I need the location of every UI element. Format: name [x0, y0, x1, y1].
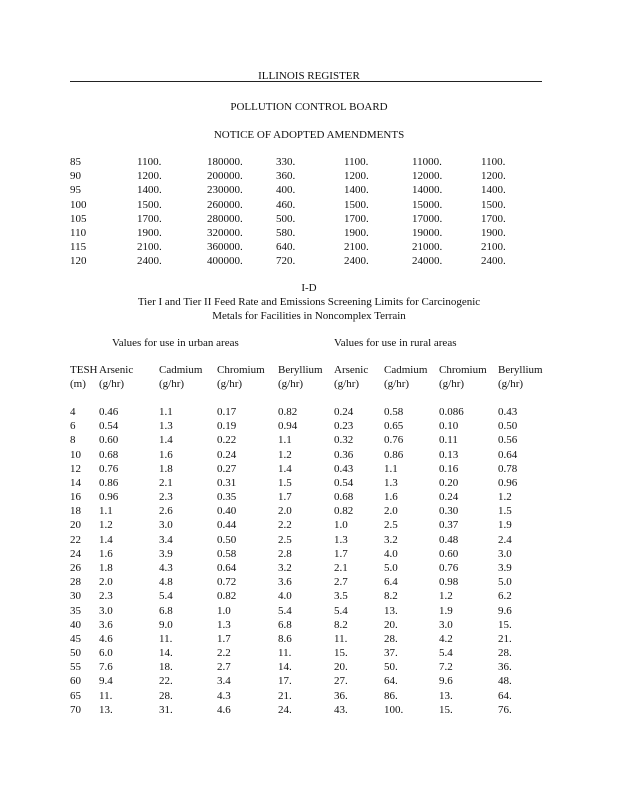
table-cell: 28.: [159, 689, 173, 702]
table-cell: 1.9: [498, 519, 512, 532]
table-cell: 45: [70, 632, 81, 645]
table-cell: 2.8: [278, 547, 292, 560]
table-cell: 5.4: [159, 590, 173, 603]
table-cell: 95: [70, 184, 81, 197]
table-cell: 4.0: [278, 590, 292, 603]
table-cell: 1.3: [384, 476, 398, 489]
table-cell: 3.0: [99, 604, 113, 617]
table-cell: 50.: [384, 661, 398, 674]
table-cell: 1.9: [439, 604, 453, 617]
table-cell: 1.4: [99, 533, 113, 546]
table-cell: 1900.: [344, 227, 369, 239]
table-cell: 640.: [276, 241, 296, 254]
table-cell: 1400.: [137, 184, 162, 197]
table-cell: 0.22: [217, 434, 237, 447]
table-cell: 14: [70, 476, 81, 489]
table-cell: 0.76: [439, 561, 459, 574]
table-cell: 3.9: [159, 547, 173, 560]
table-cell: 0.65: [384, 420, 404, 433]
table-cell: 1700.: [344, 212, 369, 225]
table-cell: 24: [70, 547, 81, 560]
table-cell: 18.: [159, 661, 173, 674]
table-cell: 1100.: [344, 156, 369, 168]
table-cell: 14.: [278, 661, 292, 674]
table-cell: 3.2: [278, 561, 292, 574]
table-cell: 1200.: [344, 170, 369, 183]
table-cell: 4.6: [217, 703, 231, 716]
column-header: Arsenic: [99, 364, 134, 376]
table-cell: 76.: [498, 703, 512, 716]
table-cell: 5.0: [384, 561, 398, 574]
table-cell: 2.5: [384, 519, 398, 532]
table-cell: 0.35: [217, 491, 237, 504]
table-cell: 13.: [439, 689, 453, 702]
table-cell: 460.: [276, 198, 296, 211]
table-cell: 280000.: [207, 212, 243, 225]
table-cell: 110: [70, 227, 87, 239]
table-cell: 200000.: [207, 170, 243, 183]
header-rule: [70, 81, 542, 82]
table-cell: 22: [70, 533, 81, 546]
table-cell: 0.58: [384, 406, 404, 418]
table-cell: 0.78: [498, 462, 518, 475]
column-header: (g/hr): [99, 378, 125, 390]
table-cell: 40: [70, 618, 81, 631]
table-cell: 9.4: [99, 675, 113, 688]
table-cell: 1.0: [217, 604, 231, 617]
table-cell: 1.4: [159, 434, 173, 447]
table-cell: 13.: [384, 604, 398, 617]
column-header: Chromium: [217, 364, 265, 376]
table-cell: 0.24: [334, 406, 354, 418]
table-cell: 85: [70, 156, 81, 168]
table-cell: 0.76: [99, 462, 119, 475]
table-cell: 6: [70, 420, 76, 433]
table-cell: 6.2: [498, 590, 512, 603]
table-cell: 2.0: [99, 576, 113, 589]
table-cell: 15.: [334, 647, 348, 660]
table-cell: 21000.: [412, 241, 443, 254]
column-header: (g/hr): [334, 378, 360, 390]
table-cell: 1.6: [99, 547, 113, 560]
column-header: (m): [70, 378, 86, 390]
table-cell: 1.7: [278, 491, 292, 504]
table-cell: 6.8: [278, 618, 292, 631]
table-cell: 2.3: [99, 590, 113, 603]
table-cell: 0.23: [334, 420, 354, 433]
table-cell: 11.: [99, 689, 113, 702]
table-cell: 1.2: [439, 590, 453, 603]
column-header: (g/hr): [498, 378, 524, 390]
table-cell: 18: [70, 505, 81, 518]
table-cell: 2.2: [278, 519, 292, 532]
table-cell: 5.4: [334, 604, 348, 617]
table-cell: 0.82: [217, 590, 237, 603]
table-cell: 360000.: [207, 241, 243, 254]
table-cell: 9.6: [439, 675, 453, 688]
table-cell: 2100.: [344, 241, 369, 254]
table-cell: 20.: [334, 661, 348, 674]
table-cell: 4.3: [217, 689, 231, 702]
table-cell: 27.: [334, 675, 348, 688]
table-cell: 500.: [276, 212, 296, 225]
table-cell: 1.2: [498, 491, 512, 504]
table-cell: 13.: [99, 703, 113, 716]
table-cell: 0.13: [439, 448, 459, 461]
table-cell: 0.54: [99, 420, 119, 433]
table-cell: 0.086: [439, 406, 464, 418]
table-cell: 1400.: [344, 184, 369, 197]
table-cell: 16: [70, 491, 81, 504]
table-cell: 0.30: [439, 505, 459, 518]
table-cell: 3.4: [159, 533, 173, 546]
table-cell: 120: [70, 255, 87, 268]
table-cell: 0.64: [498, 448, 518, 461]
table-cell: 1.2: [278, 448, 292, 461]
table-cell: 1.1: [278, 434, 292, 447]
table-cell: 1.6: [159, 448, 173, 461]
table-cell: 230000.: [207, 184, 243, 197]
table-cell: 0.32: [334, 434, 354, 447]
table-cell: 8.2: [334, 618, 348, 631]
column-header: Cadmium: [384, 364, 428, 376]
table-cell: 0.37: [439, 519, 459, 532]
table-cell: 11000.: [412, 156, 442, 168]
table-cell: 24000.: [412, 255, 443, 268]
table-cell: 0.50: [217, 533, 237, 546]
table-cell: 0.96: [99, 491, 119, 504]
table-cell: 720.: [276, 255, 296, 268]
table-cell: 1200.: [137, 170, 162, 183]
table-cell: 28.: [384, 632, 398, 645]
table-cell: 1200.: [481, 170, 506, 183]
column-header: (g/hr): [384, 378, 410, 390]
table-cell: 0.43: [334, 462, 354, 475]
table-cell: 12000.: [412, 170, 443, 183]
section-title-line1: Tier I and Tier II Feed Rate and Emissions Screening Limits for Carcinogenic: [137, 296, 481, 308]
table-cell: 2.0: [384, 505, 398, 518]
table-cell: 36.: [498, 661, 512, 674]
table-cell: 0.96: [498, 476, 518, 489]
table-cell: 8.2: [384, 590, 398, 603]
table-cell: 2.7: [217, 661, 231, 674]
table-cell: 3.5: [334, 590, 348, 603]
table-cell: 0.10: [439, 420, 459, 433]
table-cell: 0.46: [99, 406, 119, 418]
table-cell: 8: [70, 434, 76, 447]
table-cell: 11.: [278, 647, 292, 660]
table-cell: 1.8: [99, 561, 113, 574]
table-cell: 0.82: [278, 406, 298, 418]
table-cell: 1500.: [137, 198, 162, 211]
table-cell: 1100.: [481, 156, 506, 168]
table-cell: 0.16: [439, 462, 459, 475]
table-cell: 0.11: [439, 434, 458, 447]
table-cell: 1.7: [217, 632, 231, 645]
table-cell: 115: [70, 241, 87, 254]
table-cell: 0.20: [439, 476, 459, 489]
table-cell: 30: [70, 590, 81, 603]
table-cell: 1.2: [99, 519, 113, 532]
table-cell: 1700.: [481, 212, 506, 225]
table-cell: 14000.: [412, 184, 443, 197]
column-header: Cadmium: [159, 364, 203, 376]
table-cell: 0.68: [99, 448, 119, 461]
table-cell: 64.: [384, 675, 398, 688]
table-cell: 0.24: [217, 448, 237, 461]
table-cell: 1.5: [498, 505, 512, 518]
table-cell: 31.: [159, 703, 173, 716]
table-cell: 0.48: [439, 533, 459, 546]
table-cell: 12: [70, 462, 81, 475]
table-cell: 1900.: [137, 227, 162, 239]
table-cell: 0.56: [498, 434, 518, 447]
table-cell: 20: [70, 519, 81, 532]
table-cell: 0.17: [217, 406, 237, 418]
table-cell: 9.6: [498, 604, 512, 617]
table-cell: 26: [70, 561, 81, 574]
table-cell: 0.43: [498, 406, 518, 418]
notice-title: NOTICE OF ADOPTED AMENDMENTS: [213, 129, 405, 141]
table-cell: 15000.: [412, 198, 443, 211]
table-cell: 43.: [334, 703, 348, 716]
table-cell: 4.3: [159, 561, 173, 574]
table-cell: 0.31: [217, 476, 237, 489]
section-id: I-D: [301, 282, 317, 294]
column-header: Arsenic: [334, 364, 369, 376]
table-cell: 1.5: [278, 476, 292, 489]
table-cell: 65: [70, 689, 81, 702]
table-cell: 7.6: [99, 661, 113, 674]
table-cell: 0.50: [498, 420, 518, 433]
table-cell: 0.24: [439, 491, 459, 504]
table-cell: 0.86: [99, 476, 119, 489]
table-cell: 2.3: [159, 491, 173, 504]
table-cell: 0.58: [217, 547, 237, 560]
table-cell: 2.1: [159, 476, 173, 489]
table-cell: 0.40: [217, 505, 237, 518]
table-cell: 100.: [384, 703, 404, 716]
table-cell: 6.8: [159, 604, 173, 617]
table-cell: 1.1: [159, 406, 173, 418]
column-header: (g/hr): [278, 378, 304, 390]
table-cell: 1.3: [217, 618, 231, 631]
table-cell: 1900.: [481, 227, 506, 239]
table-cell: 36.: [334, 689, 348, 702]
table-cell: 15.: [498, 618, 512, 631]
table-cell: 100: [70, 198, 87, 211]
table-cell: 15.: [439, 703, 453, 716]
table-cell: 400.: [276, 184, 296, 197]
table-cell: 60: [70, 675, 81, 688]
table-cell: 90: [70, 170, 81, 183]
table-cell: 2.2: [217, 647, 231, 660]
table-cell: 70: [70, 703, 81, 716]
column-header: Beryllium: [498, 364, 543, 376]
table-cell: 360.: [276, 170, 296, 183]
table-cell: 0.82: [334, 505, 354, 518]
table-cell: 4: [70, 406, 76, 418]
table-cell: 2.0: [278, 505, 292, 518]
column-header: (g/hr): [159, 378, 185, 390]
table-cell: 8.6: [278, 632, 292, 645]
table-cell: 0.68: [334, 491, 354, 504]
table-cell: 3.9: [498, 561, 512, 574]
table-cell: 2100.: [137, 241, 162, 254]
table-cell: 22.: [159, 675, 173, 688]
table-cell: 1.4: [278, 462, 292, 475]
table-cell: 28.: [498, 647, 512, 660]
column-header: Beryllium: [278, 364, 323, 376]
column-header: (g/hr): [439, 378, 465, 390]
table-cell: 2400.: [481, 255, 506, 268]
table-cell: 48.: [498, 675, 512, 688]
table-cell: 1.6: [384, 491, 398, 504]
table-cell: 3.0: [498, 547, 512, 560]
table-cell: 3.0: [159, 519, 173, 532]
table-cell: 28: [70, 576, 81, 589]
table-cell: 19000.: [412, 227, 443, 239]
table-cell: 5.4: [278, 604, 292, 617]
table-cell: 260000.: [207, 198, 243, 211]
table-cell: 7.2: [439, 661, 453, 674]
table-cell: 0.60: [439, 547, 459, 560]
column-header: Chromium: [439, 364, 487, 376]
table-cell: 0.98: [439, 576, 459, 589]
table-cell: 5.0: [498, 576, 512, 589]
table-cell: 14.: [159, 647, 173, 660]
rural-group-label: Values for use in rural areas: [334, 337, 457, 349]
table-cell: 10: [70, 448, 81, 461]
table-cell: 320000.: [207, 227, 243, 239]
table-cell: 17.: [278, 675, 292, 688]
table-cell: 0.36: [334, 448, 354, 461]
table-cell: 64.: [498, 689, 512, 702]
table-cell: 1500.: [344, 198, 369, 211]
table-cell: 3.6: [278, 576, 292, 589]
board-name: POLLUTION CONTROL BOARD: [230, 101, 388, 113]
table-cell: 0.76: [384, 434, 404, 447]
table-cell: 0.86: [384, 448, 404, 461]
table-cell: 3.2: [384, 533, 398, 546]
table-cell: 1.1: [384, 462, 398, 475]
table-cell: 2.6: [159, 505, 173, 518]
table-cell: 1500.: [481, 198, 506, 211]
table-cell: 1.3: [334, 533, 348, 546]
table-cell: 0.64: [217, 561, 237, 574]
table-cell: 1100.: [137, 156, 162, 168]
table-cell: 9.0: [159, 618, 173, 631]
table-cell: 180000.: [207, 156, 243, 168]
table-cell: 4.0: [384, 547, 398, 560]
table-cell: 0.44: [217, 519, 237, 532]
table-cell: 0.72: [217, 576, 237, 589]
table-cell: 3.6: [99, 618, 113, 631]
urban-group-label: Values for use in urban areas: [112, 337, 239, 349]
table-cell: 21.: [278, 689, 292, 702]
table-cell: 0.94: [278, 420, 298, 433]
section-title-line2: Metals for Facilities in Noncomplex Terrain: [212, 310, 406, 322]
table-cell: 330.: [276, 156, 296, 168]
table-cell: 3.4: [217, 675, 231, 688]
register-title: ILLINOIS REGISTER: [258, 70, 360, 82]
table-cell: 20.: [384, 618, 398, 631]
table-cell: 105: [70, 212, 87, 225]
table-cell: 11.: [334, 632, 348, 645]
table-cell: 35: [70, 604, 81, 617]
table-cell: 1.8: [159, 462, 173, 475]
table-cell: 400000.: [207, 255, 243, 268]
table-cell: 2.1: [334, 561, 348, 574]
table-cell: 21.: [498, 632, 512, 645]
table-cell: 1.1: [99, 505, 113, 518]
table-cell: 4.2: [439, 632, 453, 645]
table-cell: 0.60: [99, 434, 119, 447]
table-cell: 6.0: [99, 647, 113, 660]
table-cell: 2100.: [481, 241, 506, 254]
table-cell: 1.3: [159, 420, 173, 433]
table-cell: 6.4: [384, 576, 398, 589]
table-cell: 2.4: [498, 533, 512, 546]
table-cell: 0.54: [334, 476, 354, 489]
table-cell: 1.7: [334, 547, 348, 560]
table-cell: 2.5: [278, 533, 292, 546]
table-cell: 4.8: [159, 576, 173, 589]
column-header: (g/hr): [217, 378, 243, 390]
table-cell: 50: [70, 647, 81, 660]
table-cell: 3.0: [439, 618, 453, 631]
table-cell: 11.: [159, 632, 173, 645]
table-cell: 2400.: [137, 255, 162, 268]
table-cell: 17000.: [412, 212, 443, 225]
table-cell: 4.6: [99, 632, 113, 645]
table-cell: 86.: [384, 689, 398, 702]
table-cell: 0.27: [217, 462, 237, 475]
column-header: TESH: [70, 364, 98, 376]
table-cell: 580.: [276, 227, 296, 239]
table-cell: 24.: [278, 703, 292, 716]
table-cell: 2.7: [334, 576, 348, 589]
table-cell: 1400.: [481, 184, 506, 197]
table-cell: 1700.: [137, 212, 162, 225]
table-cell: 5.4: [439, 647, 453, 660]
table-cell: 2400.: [344, 255, 369, 268]
table-cell: 0.19: [217, 420, 237, 433]
table-cell: 55: [70, 661, 81, 674]
table-cell: 1.0: [334, 519, 348, 532]
table-cell: 37.: [384, 647, 398, 660]
